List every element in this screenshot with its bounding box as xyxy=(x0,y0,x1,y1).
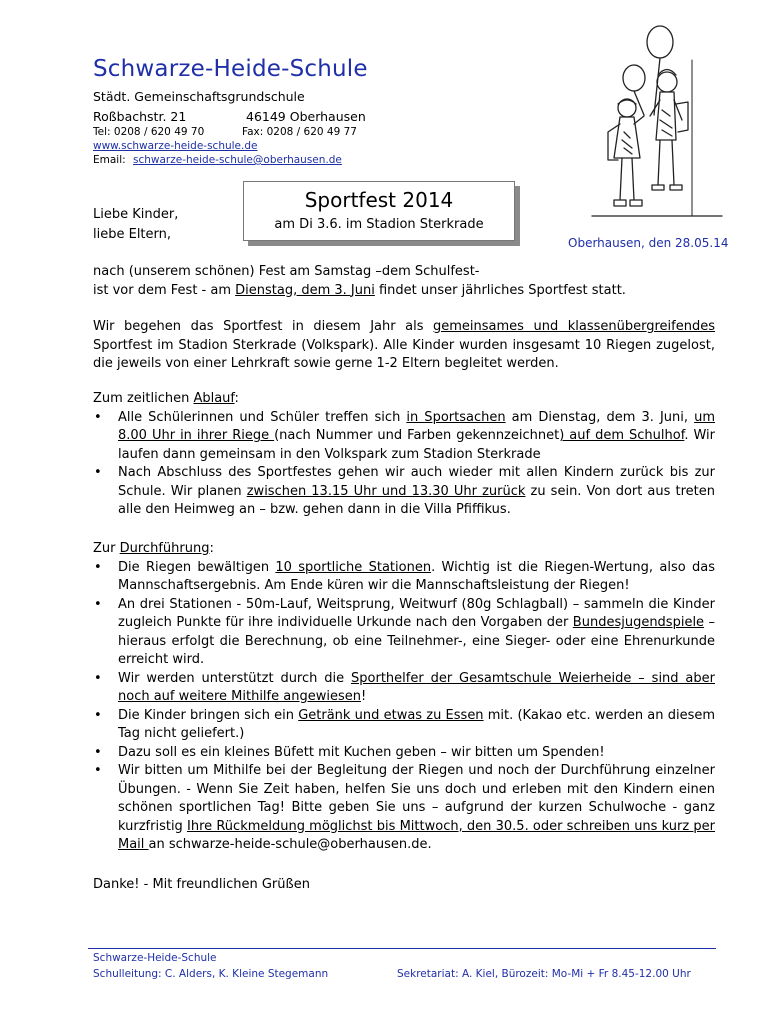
durchfuehrung-heading: Zur Durchführung: xyxy=(93,541,214,556)
street-address: Roßbachstr. 21 xyxy=(93,109,187,124)
intro-paragraph xyxy=(93,263,715,300)
event-subtitle: am Di 3.6. im Stadion Sterkrade xyxy=(274,217,484,232)
school-name: Schwarze-Heide-Schule xyxy=(93,56,368,82)
list-item: • Die Riegen bewältigen 10 sportliche Stationen. Wichtig ist die Riegen-Wertung, also das Mannschaftsergebnis. Am Ende küren wir die Mannschaftsleistung der Riegen! xyxy=(93,559,715,596)
organisation-paragraph: Wir begehen das Sportfest in diesem Jahr als gemeinsames und klassenübergreifendes Sportfest im Stadion Sterkrade (Volkspark). Alle Kinder wurden insgesamt 10 Riegen zugelost, die jeweils von einer Lehrkraft sowie gerne 1-2 Eltern begleitet werden. xyxy=(93,319,716,371)
website-link[interactable]: www.schwarze-heide-schule.de xyxy=(93,140,258,152)
footer-sekretariat: Sekretariat: A. Kiel, Bürozeit: Mo-Mi + Fr 8.45-12.00 Uhr xyxy=(397,968,691,980)
list-item: • Die Kinder bringen sich ein Getränk und etwas zu Essen mit. (Kakao etc. werden an diesem Tag nicht geliefert.) xyxy=(93,707,715,744)
durchfuehrung-section xyxy=(93,540,715,855)
greeting-line-2: liebe Eltern, xyxy=(93,227,172,242)
footer-leitung: Schulleitung: C. Alders, K. Kleine Stegemann xyxy=(93,968,329,980)
durchfuehrung-list xyxy=(93,559,715,855)
school-type: Städt. Gemeinschaftsgrundschule xyxy=(93,89,305,104)
list-item: • Wir bitten um Mithilfe bei der Begleitung der Riegen und noch der Durchführung einzelner Übungen. - Wenn Sie Zeit haben, helfen Sie uns doch und erleben mit den Kindern einen schönen sportlichen Tag! Bitte geben Sie uns – aufgrund der kurzen Schulwoche - ganz kurzfristig Ihre Rückmeldung möglichst bis Mittwoch, den 30.5. oder schreiben uns kurz per Mail an schwarze-heide-schule@oberhausen.de. xyxy=(93,762,715,855)
city-address: 46149 Oberhausen xyxy=(246,109,366,124)
list-item: • Dazu soll es ein kleines Büfett mit Kuchen geben – wir bitten um Spenden! xyxy=(93,744,715,763)
event-title: Sportfest 2014 xyxy=(304,188,454,212)
email-line xyxy=(93,154,342,166)
footer-school: Schwarze-Heide-Schule xyxy=(93,952,217,964)
ablauf-section xyxy=(93,390,715,520)
title-box xyxy=(243,181,515,241)
email-link[interactable]: schwarze-heide-schule@oberhausen.de xyxy=(133,154,342,166)
telephone: Tel: 0208 / 620 49 70 xyxy=(93,126,205,138)
intro-line-2: ist vor dem Fest - am Dienstag, dem 3. Juni findet unser jährliches Sportfest statt. xyxy=(93,282,626,298)
ablauf-list xyxy=(93,409,715,520)
ablauf-heading: Zum zeitlichen Ablauf: xyxy=(93,391,239,406)
greeting xyxy=(93,205,178,245)
list-item: • An drei Stationen - 50m-Lauf, Weitsprung, Weitwurf (80g Schlagball) – sammeln die Kinder zugleich Punkte für ihre individuelle Urkunde nach den Vorgaben der Bundesjugendspiele – hieraus erfolgt die Berechnung, ob eine Teilnehmer-, eine Sieger- oder eine Ehrenurkunde erreicht wird. xyxy=(93,596,715,670)
closing: Danke! - Mit freundlichen Grüßen xyxy=(93,877,310,892)
greeting-line-1: Liebe Kinder, xyxy=(93,207,179,222)
letter-date: Oberhausen, den 28.05.14 xyxy=(568,236,729,250)
email-label: Email: xyxy=(93,154,126,166)
list-item: • Wir werden unterstützt durch die Sporthelfer der Gesamtschule Weierheide – sind aber noch auf weitere Mithilfe angewiesen! xyxy=(93,670,715,707)
list-item: • Nach Abschluss des Sportfestes gehen wir auch wieder mit allen Kindern zurück bis zur Schule. Wir planen zwischen 13.15 Uhr und 13.30 Uhr zurück zu sein. Von dort aus treten alle den Heimweg an – bzw. gehen dann in die Villa Pfiffikus. xyxy=(93,464,715,520)
list-item: • Alle Schülerinnen und Schüler treffen sich in Sportsachen am Dienstag, dem 3. Juni, um 8.00 Uhr in ihrer Riege (nach Nummer und Farben gekennzeichnet) auf dem Schulhof. Wir laufen dann gemeinsam in den Volkspark zum Stadion Sterkrade xyxy=(93,409,715,465)
children-with-balloons-illustration xyxy=(572,20,732,220)
footer-divider xyxy=(88,948,716,949)
fax: Fax: 0208 / 620 49 77 xyxy=(242,126,357,138)
intro-line-1: nach (unserem schönen) Fest am Samstag –dem Schulfest- xyxy=(93,264,480,279)
